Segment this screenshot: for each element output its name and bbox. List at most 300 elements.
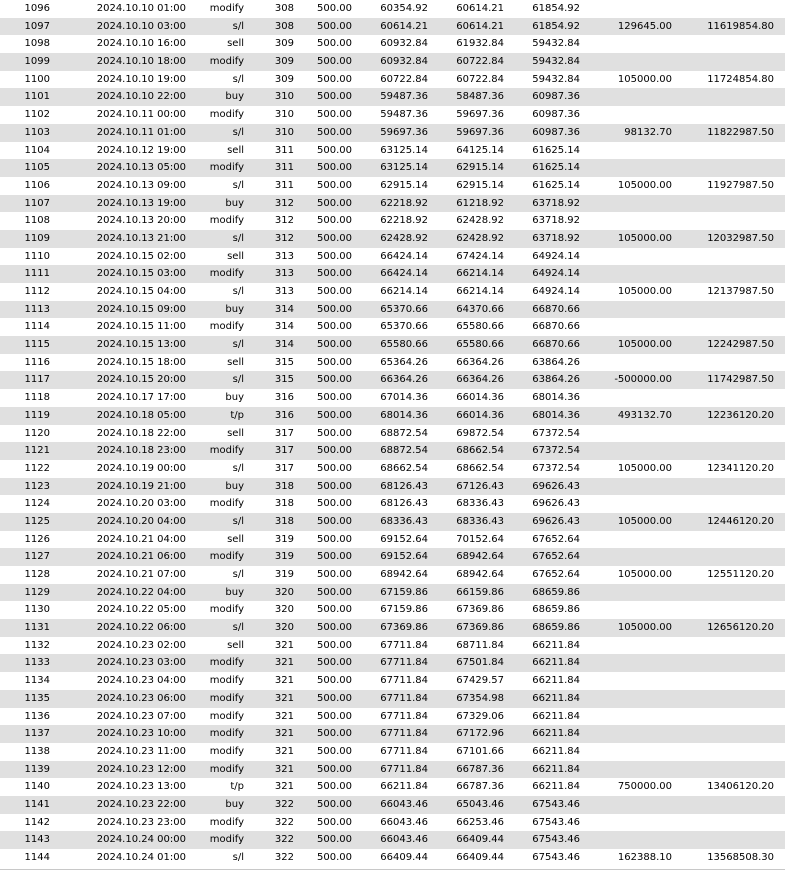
cell-order: 321 — [274, 710, 294, 722]
cell-number: 1111 — [24, 268, 50, 280]
cell-order: 317 — [274, 462, 294, 474]
cell-stop-loss: 66787.36 — [456, 781, 504, 793]
cell-number: 1108 — [24, 215, 50, 227]
cell-order: 321 — [274, 728, 294, 740]
cell-time: 2024.10.19 00:00 — [96, 462, 186, 474]
cell-price: 67711.84 — [380, 745, 428, 757]
cell-price: 66424.14 — [380, 250, 428, 262]
cell-stop-loss: 67172.96 — [456, 728, 504, 740]
table-row[interactable] — [0, 460, 785, 478]
cell-order: 312 — [274, 215, 294, 227]
cell-type: modify — [209, 56, 244, 68]
cell-number: 1101 — [24, 91, 50, 103]
table-row[interactable] — [0, 318, 785, 336]
cell-time: 2024.10.15 02:00 — [96, 250, 186, 262]
cell-stop-loss: 68662.54 — [456, 445, 504, 457]
table-row[interactable] — [0, 478, 785, 496]
cell-number: 1114 — [24, 321, 50, 333]
table-row[interactable] — [0, 142, 785, 160]
cell-size: 500.00 — [317, 268, 352, 280]
cell-profit: 105000.00 — [617, 73, 672, 85]
cell-stop-loss: 66409.44 — [456, 834, 504, 846]
cell-take-profit: 59432.84 — [532, 56, 580, 68]
cell-stop-loss: 60614.21 — [456, 20, 504, 32]
cell-size: 500.00 — [317, 356, 352, 368]
table-row[interactable] — [0, 495, 785, 513]
cell-stop-loss: 70152.64 — [456, 533, 504, 545]
cell-size: 500.00 — [317, 126, 352, 138]
cell-price: 68872.54 — [380, 445, 428, 457]
cell-time: 2024.10.17 17:00 — [96, 392, 186, 404]
cell-stop-loss: 66159.86 — [456, 586, 504, 598]
cell-stop-loss: 67329.06 — [456, 710, 504, 722]
cell-order: 318 — [274, 498, 294, 510]
cell-balance: 12551120.20 — [707, 569, 774, 580]
cell-type: t/p — [230, 409, 244, 421]
cell-number: 1103 — [24, 126, 50, 138]
cell-number: 1128 — [24, 569, 50, 580]
cell-type: s/l — [232, 569, 244, 580]
cell-stop-loss: 66214.14 — [456, 286, 504, 297]
cell-size: 500.00 — [317, 798, 352, 810]
cell-type: buy — [225, 303, 244, 315]
cell-number: 1129 — [24, 586, 50, 598]
cell-size: 500.00 — [317, 215, 352, 227]
cell-order: 314 — [274, 339, 294, 351]
cell-time: 2024.10.21 07:00 — [96, 569, 186, 580]
table-row[interactable] — [0, 566, 785, 584]
cell-stop-loss: 67101.66 — [456, 745, 504, 757]
cell-order: 319 — [274, 569, 294, 580]
table-row[interactable] — [0, 71, 785, 89]
cell-stop-loss: 66214.14 — [456, 268, 504, 280]
cell-type: buy — [225, 197, 244, 209]
cell-size: 500.00 — [317, 250, 352, 262]
cell-size: 500.00 — [317, 20, 352, 32]
cell-size: 500.00 — [317, 604, 352, 616]
cell-take-profit: 67543.46 — [532, 798, 580, 810]
table-row[interactable] — [0, 796, 785, 814]
cell-time: 2024.10.23 23:00 — [96, 816, 186, 828]
cell-number: 1142 — [24, 816, 50, 828]
table-row[interactable] — [0, 336, 785, 354]
cell-price: 68126.43 — [380, 498, 428, 510]
cell-stop-loss: 67369.86 — [456, 622, 504, 634]
cell-balance: 12242987.50 — [707, 339, 774, 351]
cell-time: 2024.10.21 06:00 — [96, 551, 186, 563]
cell-stop-loss: 68336.43 — [456, 498, 504, 510]
cell-time: 2024.10.13 20:00 — [96, 215, 186, 227]
cell-price: 69152.64 — [380, 551, 428, 563]
cell-take-profit: 68659.86 — [532, 622, 580, 634]
cell-order: 309 — [274, 38, 294, 50]
cell-number: 1117 — [24, 374, 50, 386]
cell-type: modify — [209, 551, 244, 563]
table-row[interactable] — [0, 761, 785, 779]
table-row[interactable] — [0, 159, 785, 177]
cell-balance: 11927987.50 — [707, 179, 774, 191]
cell-stop-loss: 66014.36 — [456, 409, 504, 421]
cell-time: 2024.10.10 01:00 — [96, 3, 186, 14]
cell-size: 500.00 — [317, 763, 352, 775]
cell-stop-loss: 69872.54 — [456, 427, 504, 439]
cell-number: 1125 — [24, 515, 50, 527]
cell-number: 1100 — [24, 73, 50, 85]
table-row[interactable] — [0, 283, 785, 301]
cell-type: modify — [209, 692, 244, 704]
cell-order: 318 — [274, 515, 294, 527]
cell-order: 320 — [274, 586, 294, 598]
cell-type: modify — [209, 657, 244, 669]
cell-number: 1119 — [24, 409, 50, 421]
cell-profit: 105000.00 — [617, 179, 672, 191]
cell-price: 67159.86 — [380, 604, 428, 616]
table-row[interactable] — [0, 389, 785, 407]
cell-number: 1139 — [24, 763, 50, 775]
cell-size: 500.00 — [317, 56, 352, 68]
cell-time: 2024.10.15 04:00 — [96, 286, 186, 297]
cell-size: 500.00 — [317, 38, 352, 50]
cell-order: 319 — [274, 551, 294, 563]
cell-order: 318 — [274, 480, 294, 492]
cell-size: 500.00 — [317, 197, 352, 209]
cell-price: 67014.36 — [380, 392, 428, 404]
cell-type: modify — [209, 109, 244, 121]
cell-type: modify — [209, 763, 244, 775]
table-row[interactable] — [0, 442, 785, 460]
cell-type: s/l — [232, 852, 244, 863]
cell-stop-loss: 68711.84 — [456, 639, 504, 651]
cell-take-profit: 68014.36 — [532, 409, 580, 421]
table-row[interactable] — [0, 601, 785, 619]
cell-size: 500.00 — [317, 91, 352, 103]
cell-time: 2024.10.15 13:00 — [96, 339, 186, 351]
cell-take-profit: 59432.84 — [532, 73, 580, 85]
cell-number: 1112 — [24, 286, 50, 297]
cell-size: 500.00 — [317, 515, 352, 527]
cell-time: 2024.10.20 04:00 — [96, 515, 186, 527]
cell-order: 316 — [274, 392, 294, 404]
cell-take-profit: 66211.84 — [532, 763, 580, 775]
cell-size: 500.00 — [317, 303, 352, 315]
table-row[interactable] — [0, 371, 785, 389]
cell-take-profit: 67372.54 — [532, 445, 580, 457]
cell-order: 322 — [274, 798, 294, 810]
cell-size: 500.00 — [317, 409, 352, 421]
cell-take-profit: 63864.26 — [532, 356, 580, 368]
cell-price: 67711.84 — [380, 763, 428, 775]
cell-order: 309 — [274, 56, 294, 68]
cell-price: 66043.46 — [380, 798, 428, 810]
cell-type: modify — [209, 268, 244, 280]
cell-type: sell — [227, 639, 244, 651]
cell-take-profit: 66211.84 — [532, 728, 580, 740]
table-row[interactable] — [0, 513, 785, 531]
cell-price: 68126.43 — [380, 480, 428, 492]
cell-number: 1138 — [24, 745, 50, 757]
cell-type: modify — [209, 215, 244, 227]
cell-price: 66043.46 — [380, 816, 428, 828]
cell-take-profit: 60987.36 — [532, 91, 580, 103]
cell-stop-loss: 66014.36 — [456, 392, 504, 404]
cell-size: 500.00 — [317, 728, 352, 740]
cell-number: 1102 — [24, 109, 50, 121]
table-row[interactable] — [0, 354, 785, 372]
cell-size: 500.00 — [317, 374, 352, 386]
table-row[interactable] — [0, 548, 785, 566]
cell-price: 63125.14 — [380, 144, 428, 156]
cell-time: 2024.10.23 02:00 — [96, 639, 186, 651]
cell-number: 1105 — [24, 162, 50, 174]
cell-take-profit: 67372.54 — [532, 427, 580, 439]
cell-type: s/l — [232, 515, 244, 527]
cell-order: 315 — [274, 374, 294, 386]
table-row[interactable] — [0, 690, 785, 708]
cell-order: 321 — [274, 639, 294, 651]
cell-number: 1130 — [24, 604, 50, 616]
cell-price: 67369.86 — [380, 622, 428, 634]
cell-balance: 12656120.20 — [707, 622, 774, 634]
cell-type: sell — [227, 356, 244, 368]
cell-balance: 13568508.30 — [707, 852, 774, 863]
cell-take-profit: 66211.84 — [532, 781, 580, 793]
cell-time: 2024.10.10 18:00 — [96, 56, 186, 68]
cell-stop-loss: 67369.86 — [456, 604, 504, 616]
cell-price: 68942.64 — [380, 569, 428, 580]
cell-type: buy — [225, 798, 244, 810]
table-row[interactable] — [0, 407, 785, 425]
cell-price: 60354.92 — [380, 3, 428, 14]
table-row[interactable] — [0, 425, 785, 443]
cell-type: modify — [209, 445, 244, 457]
cell-order: 309 — [274, 73, 294, 85]
cell-number: 1121 — [24, 445, 50, 457]
cell-take-profit: 64924.14 — [532, 286, 580, 297]
cell-take-profit: 69626.43 — [532, 480, 580, 492]
cell-stop-loss: 59697.36 — [456, 109, 504, 121]
cell-price: 68662.54 — [380, 462, 428, 474]
cell-order: 316 — [274, 409, 294, 421]
cell-balance: 12446120.20 — [707, 515, 774, 527]
cell-order: 311 — [274, 179, 294, 191]
cell-profit: 750000.00 — [617, 781, 672, 793]
cell-price: 59487.36 — [380, 109, 428, 121]
cell-balance: 12032987.50 — [707, 232, 774, 244]
cell-stop-loss: 59697.36 — [456, 126, 504, 138]
cell-number: 1118 — [24, 392, 50, 404]
cell-price: 66211.84 — [380, 781, 428, 793]
cell-profit: 162388.10 — [617, 852, 672, 863]
cell-type: sell — [227, 427, 244, 439]
cell-time: 2024.10.23 04:00 — [96, 675, 186, 687]
cell-price: 65580.66 — [380, 339, 428, 351]
cell-take-profit: 66211.84 — [532, 710, 580, 722]
cell-take-profit: 59432.84 — [532, 38, 580, 50]
table-row[interactable] — [0, 106, 785, 124]
table-row[interactable] — [0, 584, 785, 602]
cell-order: 322 — [274, 816, 294, 828]
cell-stop-loss: 67126.43 — [456, 480, 504, 492]
table-row[interactable] — [0, 0, 785, 18]
cell-time: 2024.10.23 13:00 — [96, 781, 186, 793]
cell-price: 68872.54 — [380, 427, 428, 439]
cell-take-profit: 61625.14 — [532, 144, 580, 156]
cell-stop-loss: 65580.66 — [456, 321, 504, 333]
cell-time: 2024.10.13 19:00 — [96, 197, 186, 209]
cell-price: 62218.92 — [380, 197, 428, 209]
cell-size: 500.00 — [317, 834, 352, 846]
cell-time: 2024.10.23 07:00 — [96, 710, 186, 722]
cell-profit: 129645.00 — [617, 20, 672, 32]
table-row[interactable] — [0, 301, 785, 319]
cell-size: 500.00 — [317, 480, 352, 492]
cell-take-profit: 67543.46 — [532, 834, 580, 846]
cell-type: sell — [227, 533, 244, 545]
table-row[interactable] — [0, 619, 785, 637]
cell-time: 2024.10.22 04:00 — [96, 586, 186, 598]
cell-stop-loss: 68942.64 — [456, 551, 504, 563]
cell-order: 321 — [274, 692, 294, 704]
cell-type: s/l — [232, 374, 244, 386]
cell-type: t/p — [230, 781, 244, 793]
cell-take-profit: 63718.92 — [532, 197, 580, 209]
table-row[interactable] — [0, 708, 785, 726]
cell-time: 2024.10.11 01:00 — [96, 126, 186, 138]
cell-order: 321 — [274, 745, 294, 757]
cell-profit: 98132.70 — [624, 126, 672, 138]
table-row[interactable] — [0, 248, 785, 266]
cell-time: 2024.10.15 09:00 — [96, 303, 186, 315]
cell-size: 500.00 — [317, 657, 352, 669]
table-row[interactable] — [0, 849, 785, 867]
cell-type: s/l — [232, 73, 244, 85]
cell-size: 500.00 — [317, 462, 352, 474]
table-row[interactable] — [0, 212, 785, 230]
cell-price: 62915.14 — [380, 179, 428, 191]
cell-type: buy — [225, 586, 244, 598]
table-row[interactable] — [0, 35, 785, 53]
cell-price: 66424.14 — [380, 268, 428, 280]
cell-stop-loss: 61218.92 — [456, 197, 504, 209]
cell-stop-loss: 67354.98 — [456, 692, 504, 704]
table-row[interactable] — [0, 177, 785, 195]
cell-price: 67711.84 — [380, 728, 428, 740]
cell-number: 1122 — [24, 462, 50, 474]
cell-order: 312 — [274, 197, 294, 209]
cell-stop-loss: 66787.36 — [456, 763, 504, 775]
cell-number: 1115 — [24, 339, 50, 351]
cell-time: 2024.10.15 11:00 — [96, 321, 186, 333]
cell-price: 60614.21 — [380, 20, 428, 32]
cell-order: 311 — [274, 144, 294, 156]
cell-size: 500.00 — [317, 675, 352, 687]
cell-time: 2024.10.23 22:00 — [96, 798, 186, 810]
cell-time: 2024.10.15 18:00 — [96, 356, 186, 368]
table-row[interactable] — [0, 531, 785, 549]
cell-time: 2024.10.23 12:00 — [96, 763, 186, 775]
cell-order: 308 — [274, 20, 294, 32]
cell-size: 500.00 — [317, 498, 352, 510]
cell-take-profit: 61854.92 — [532, 20, 580, 32]
cell-balance: 11619854.80 — [707, 20, 774, 32]
table-row[interactable] — [0, 230, 785, 248]
cell-order: 311 — [274, 162, 294, 174]
cell-balance: 12236120.20 — [707, 409, 774, 421]
cell-stop-loss: 64370.66 — [456, 303, 504, 315]
cell-size: 500.00 — [317, 586, 352, 598]
table-row[interactable] — [0, 778, 785, 796]
cell-order: 320 — [274, 604, 294, 616]
cell-stop-loss: 65043.46 — [456, 798, 504, 810]
cell-take-profit: 69626.43 — [532, 498, 580, 510]
cell-type: buy — [225, 480, 244, 492]
cell-size: 500.00 — [317, 73, 352, 85]
cell-type: s/l — [232, 622, 244, 634]
table-row[interactable] — [0, 53, 785, 71]
table-row[interactable] — [0, 18, 785, 36]
cell-take-profit: 68659.86 — [532, 604, 580, 616]
cell-size: 500.00 — [317, 816, 352, 828]
cell-stop-loss: 62428.92 — [456, 215, 504, 227]
table-row[interactable] — [0, 672, 785, 690]
cell-time: 2024.10.22 06:00 — [96, 622, 186, 634]
cell-take-profit: 66211.84 — [532, 745, 580, 757]
table-row[interactable] — [0, 124, 785, 142]
table-row[interactable] — [0, 637, 785, 655]
cell-size: 500.00 — [317, 445, 352, 457]
cell-stop-loss: 68336.43 — [456, 515, 504, 527]
cell-type: s/l — [232, 232, 244, 244]
table-row[interactable] — [0, 725, 785, 743]
cell-type: modify — [209, 728, 244, 740]
cell-size: 500.00 — [317, 3, 352, 14]
cell-time: 2024.10.24 01:00 — [96, 852, 186, 863]
cell-price: 67711.84 — [380, 692, 428, 704]
cell-order: 321 — [274, 657, 294, 669]
cell-order: 321 — [274, 781, 294, 793]
cell-profit: 105000.00 — [617, 232, 672, 244]
table-row[interactable] — [0, 88, 785, 106]
cell-number: 1144 — [24, 852, 50, 863]
cell-number: 1123 — [24, 480, 50, 492]
cell-stop-loss: 60722.84 — [456, 73, 504, 85]
table-row[interactable] — [0, 195, 785, 213]
cell-time: 2024.10.23 11:00 — [96, 745, 186, 757]
cell-type: sell — [227, 38, 244, 50]
cell-price: 59487.36 — [380, 91, 428, 103]
cell-size: 500.00 — [317, 179, 352, 191]
table-row[interactable] — [0, 743, 785, 761]
cell-type: modify — [209, 162, 244, 174]
cell-take-profit: 61625.14 — [532, 179, 580, 191]
cell-size: 500.00 — [317, 533, 352, 545]
cell-price: 65364.26 — [380, 356, 428, 368]
table-row[interactable] — [0, 654, 785, 672]
cell-type: s/l — [232, 339, 244, 351]
cell-take-profit: 67543.46 — [532, 852, 580, 863]
table-row[interactable] — [0, 814, 785, 832]
cell-number: 1098 — [24, 38, 50, 50]
cell-size: 500.00 — [317, 392, 352, 404]
cell-price: 66043.46 — [380, 834, 428, 846]
table-row[interactable] — [0, 265, 785, 283]
cell-price: 67711.84 — [380, 710, 428, 722]
cell-order: 321 — [274, 763, 294, 775]
table-row[interactable] — [0, 831, 785, 849]
cell-number: 1131 — [24, 622, 50, 634]
cell-take-profit: 63864.26 — [532, 374, 580, 386]
cell-number: 1135 — [24, 692, 50, 704]
